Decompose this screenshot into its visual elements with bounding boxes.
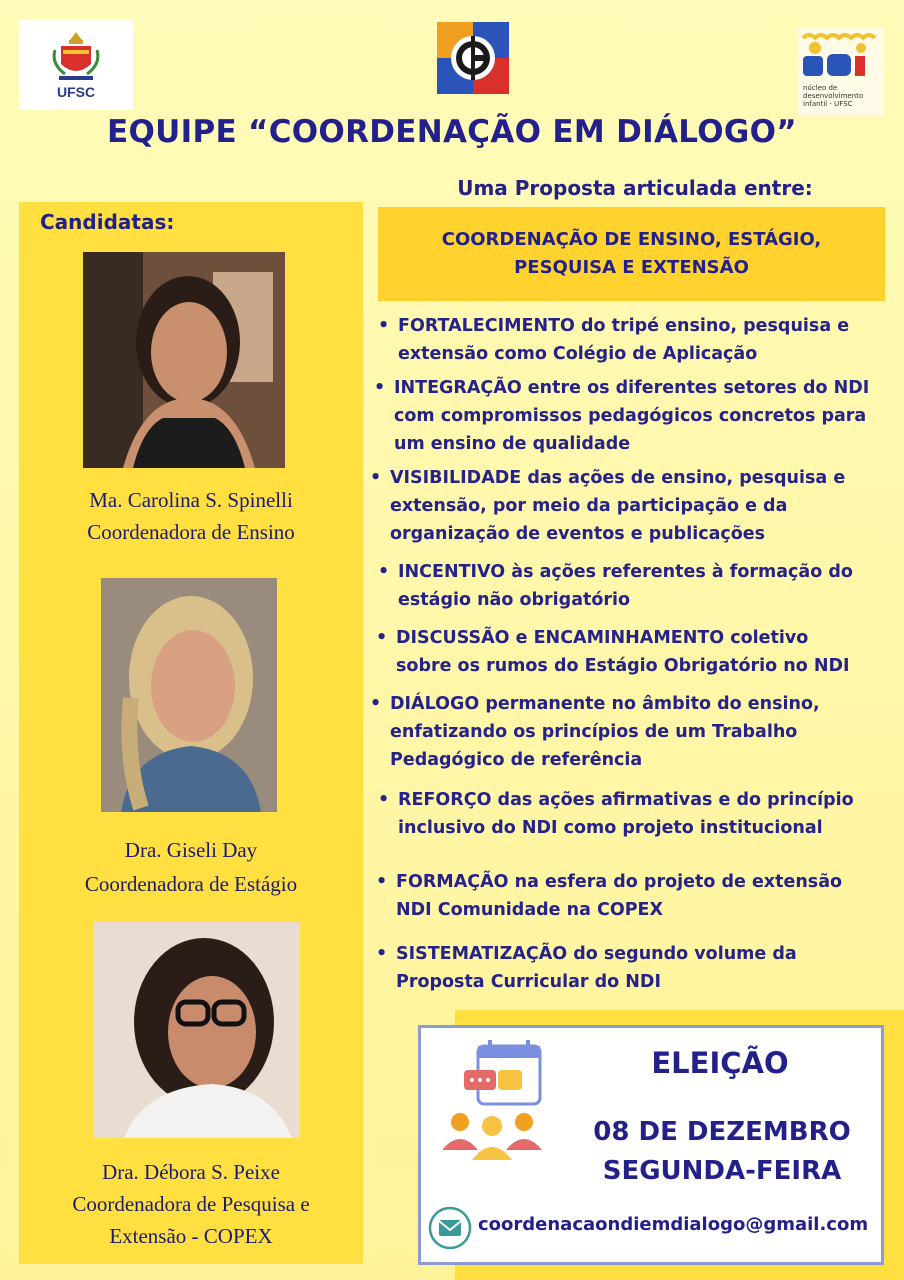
proposal-bullet xyxy=(378,786,854,842)
proposal-bullet-line: um ensino de qualidade xyxy=(394,434,631,454)
proposal-bullet xyxy=(376,868,842,924)
proposal-bullet-line: Proposta Curricular do NDI xyxy=(396,972,661,992)
proposal-bullet-line: sobre os rumos do Estágio Obrigatório no NDI xyxy=(396,656,850,676)
page-title: EQUIPE “COORDENAÇÃO EM DIÁLOGO” xyxy=(107,114,797,150)
election-weekday: SEGUNDA-FEIRA xyxy=(602,1156,842,1186)
candidate-role-debora-line2: Extensão - COPEX xyxy=(109,1224,273,1248)
proposal-bullet xyxy=(370,464,845,548)
bullet-dot-icon: • xyxy=(370,694,382,714)
proposal-bullet xyxy=(370,690,820,774)
ufsc-logo xyxy=(19,20,133,110)
proposal-bullet-line: enfatizando os princípios de um Trabalho xyxy=(390,722,798,742)
bullet-dot-icon: • xyxy=(370,468,382,488)
proposal-bullet-line: FORMAÇÃO na esfera do projeto de extensão xyxy=(396,872,843,892)
bullet-dot-icon: • xyxy=(378,316,390,336)
bullet-dot-icon: • xyxy=(376,944,388,964)
proposal-bullet xyxy=(376,624,850,680)
bullet-dot-icon: • xyxy=(374,378,386,398)
ndi-logo-text: núcleo de desenvolvimento infantil - UFSC xyxy=(803,84,864,108)
proposal-bullet-line: Pedagógico de referência xyxy=(390,750,643,770)
mail-icon xyxy=(428,1206,472,1250)
proposal-bullet-line: REFORÇO das ações afirmativas e do princípio xyxy=(398,790,854,810)
proposal-bullet-line: INCENTIVO às ações referentes à formação do xyxy=(398,562,853,582)
candidate-photo-giseli xyxy=(101,578,277,812)
bullet-dot-icon: • xyxy=(378,562,390,582)
proposal-bullet-line: DISCUSSÃO e ENCAMINHAMENTO coletivo xyxy=(396,628,809,648)
proposal-bullet-line: com compromissos pedagógicos concretos para xyxy=(394,406,867,426)
proposal-bullet-line: extensão como Colégio de Aplicação xyxy=(398,344,758,364)
candidate-name-debora: Dra. Débora S. Peixe xyxy=(102,1160,280,1184)
bullet-dot-icon: • xyxy=(378,790,390,810)
candidate-role-carolina: Coordenadora de Ensino xyxy=(87,520,295,544)
proposal-intro: Uma Proposta articulada entre: xyxy=(457,176,813,200)
proposal-bullet xyxy=(374,374,869,458)
ufsc-logo-label: UFSC xyxy=(56,84,96,100)
proposal-bullet-line: NDI Comunidade na COPEX xyxy=(396,900,663,920)
coordination-emblem-icon xyxy=(437,22,509,94)
candidates-heading: Candidatas: xyxy=(40,210,175,234)
proposal-bullet-line: FORTALECIMENTO do tripé ensino, pesquisa e xyxy=(398,316,850,336)
proposal-bullet xyxy=(376,940,797,996)
election-date: 08 DE DEZEMBRO xyxy=(593,1117,851,1147)
election-title: ELEIÇÃO xyxy=(651,1046,789,1080)
ndi-mark-icon xyxy=(797,28,884,84)
proposal-bullet-line: SISTEMATIZAÇÃO do segundo volume da xyxy=(396,944,797,964)
proposal-bullet-line: organização de eventos e publicações xyxy=(390,524,766,544)
ndi-logo xyxy=(797,28,884,115)
candidate-name-giseli: Dra. Giseli Day xyxy=(124,838,258,862)
candidate-role-giseli: Coordenadora de Estágio xyxy=(84,872,298,896)
candidate-name-carolina: Ma. Carolina S. Spinelli xyxy=(89,488,293,512)
contact-email[interactable]: coordenacaondiemdialogo@gmail.com xyxy=(478,1214,869,1235)
proposal-bullet-line: INTEGRAÇÃO entre os diferentes setores do NDI xyxy=(394,378,870,398)
proposal-bullet xyxy=(378,312,849,368)
proposal-bullet-line: extensão, por meio da participação e da xyxy=(390,496,788,516)
candidate-photo-carolina xyxy=(83,252,285,468)
proposal-bullet-line: DIÁLOGO permanente no âmbito do ensino, xyxy=(390,694,820,714)
proposal-bullet-line: estágio não obrigatório xyxy=(398,590,631,610)
coordination-box xyxy=(378,207,885,301)
proposal-bullet-line: VISIBILIDADE das ações de ensino, pesquisa e xyxy=(390,468,846,488)
ufsc-crest-icon xyxy=(19,20,133,90)
bullet-dot-icon: • xyxy=(376,872,388,892)
calendar-meeting-icon xyxy=(436,1040,548,1170)
bullet-dot-icon: • xyxy=(376,628,388,648)
coordination-logo xyxy=(437,22,509,94)
candidate-photo-debora xyxy=(94,922,300,1138)
candidate-role-debora: Coordenadora de Pesquisa e xyxy=(72,1192,310,1216)
proposal-bullet xyxy=(378,558,853,614)
proposal-bullet-line: inclusivo do NDI como projeto institucional xyxy=(398,818,823,838)
coordination-box-text: COORDENAÇÃO DE ENSINO, ESTÁGIO, PESQUISA E EXTENSÃO xyxy=(441,229,822,278)
